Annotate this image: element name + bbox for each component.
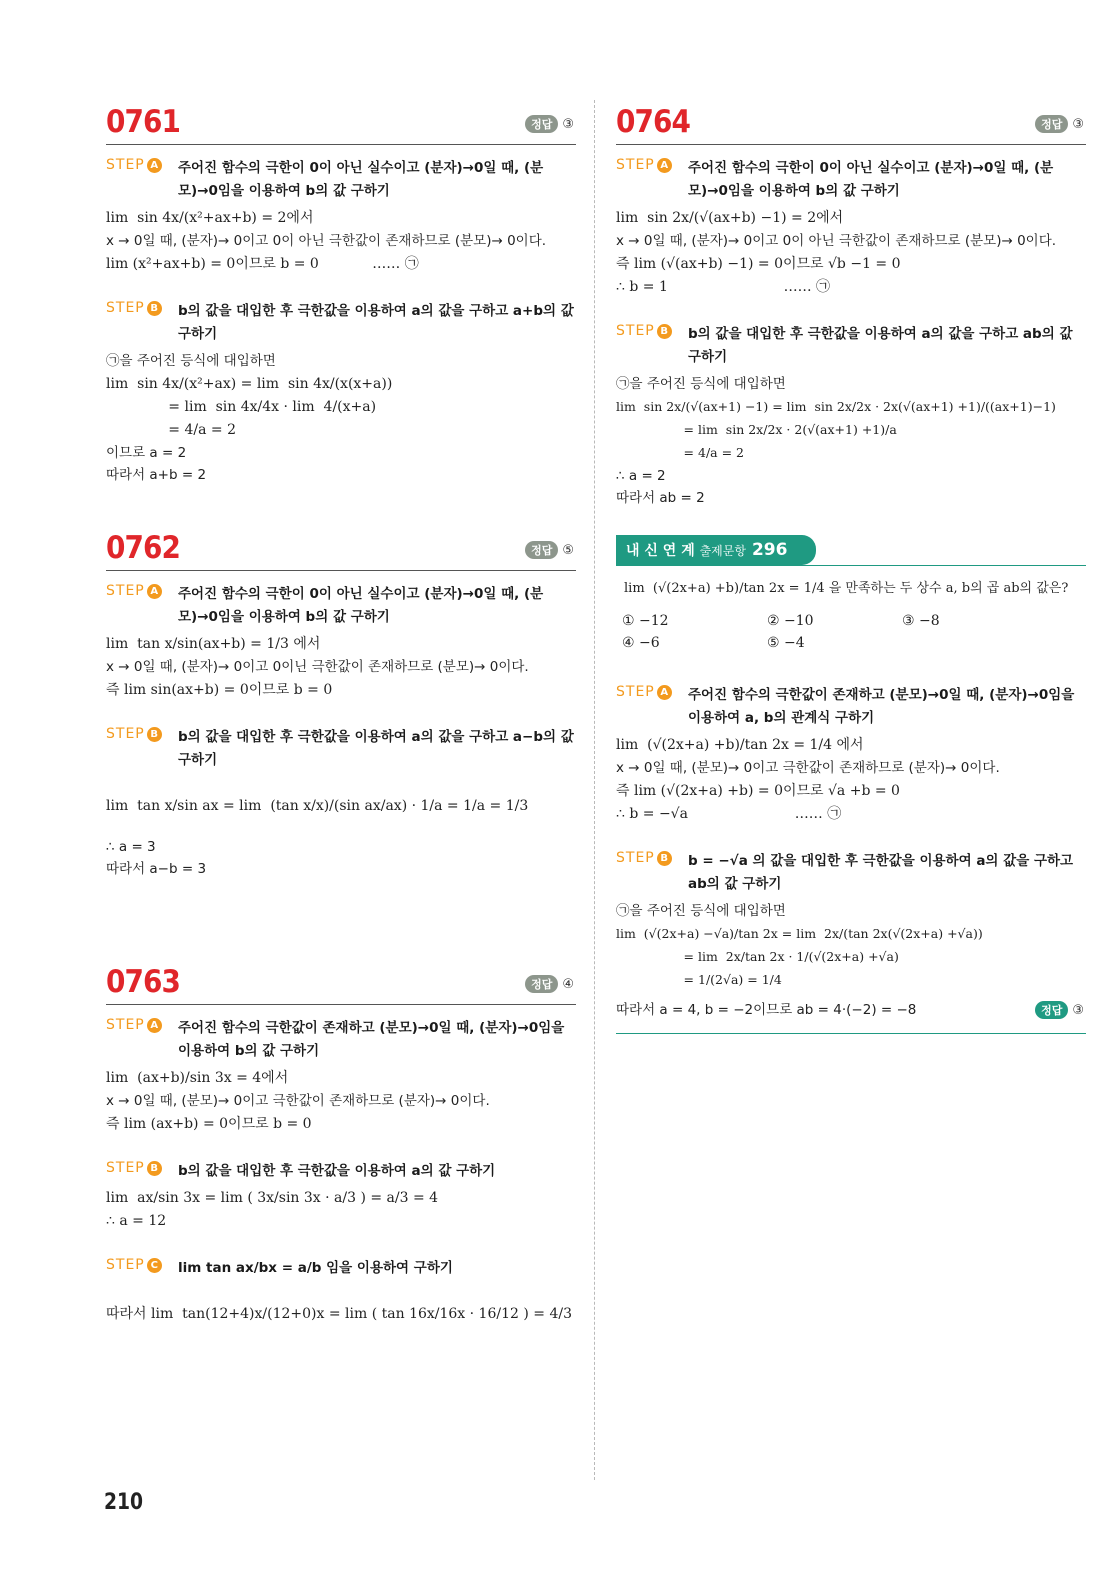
step-text: 주어진 함수의 극한이 0이 아닌 실수이고 (분자)→0일 때, (분모)→0임을 이용하여 b의 값 구하기 <box>178 160 544 199</box>
equation-line: lim sin 4x/(x²+ax) = lim sin 4x/(x(x+a)) <box>106 376 393 392</box>
answer-value: ③ <box>1072 117 1084 132</box>
page-number: 210 <box>104 1490 144 1515</box>
choice-3: ③ −8 <box>902 613 940 629</box>
problem-0763 <box>106 960 576 1325</box>
text-line: ㉠을 주어진 등식에 대입하면 <box>616 376 786 392</box>
left-column <box>106 100 576 1326</box>
step-b <box>106 300 576 346</box>
answer-badge <box>1035 1001 1084 1019</box>
step-label: STEP B <box>616 850 688 896</box>
title-rule <box>106 1004 576 1005</box>
equation-line: 즉 lim sin(ax+b) = 0이므로 b = 0 <box>106 682 333 698</box>
step-text: lim tan ax/bx = a/b 임을 이용하여 구하기 <box>178 1260 453 1276</box>
equation-line: lim sin 2x/(√(ax+1) −1) = lim sin 2x/2x · 2x(√(ax+1) +1)/((ax+1)−1) <box>616 399 1056 414</box>
naesin-tag: 내 신 연 계 출제문항 296 <box>616 535 816 565</box>
problem-0762 <box>106 526 576 880</box>
problem-number: 0762 <box>106 530 181 566</box>
step-label: STEP A <box>616 684 688 730</box>
equation-line: = 4/a = 2 <box>616 445 744 460</box>
answer-value: ③ <box>562 117 574 132</box>
step-b <box>616 323 1086 369</box>
text-line: ㉠을 주어진 등식에 대입하면 <box>106 353 276 369</box>
answer-label: 정답 <box>525 975 558 993</box>
step-label: STEP B <box>106 726 178 772</box>
equation-line: lim tan x/sin(ax+b) = 1/3 에서 <box>106 636 321 652</box>
problem-number: 0761 <box>106 104 181 140</box>
equation-line: = lim sin 2x/2x · 2(√(ax+1) +1)/a <box>616 422 897 437</box>
text-line: 따라서 ab = 2 <box>616 490 705 506</box>
equation-line: ∴ a = 12 <box>106 1213 167 1229</box>
column-divider <box>594 100 595 1480</box>
answer-choices <box>622 610 1086 654</box>
step-label: STEP B <box>106 300 178 346</box>
naesin-problem <box>616 578 1086 1034</box>
answer-label: 정답 <box>525 541 558 559</box>
equation-line: lim sin 2x/(√(ax+b) −1) = 2에서 <box>616 210 844 226</box>
equation-line: lim (ax+b)/sin 3x = 4에서 <box>106 1070 289 1086</box>
text-line: x → 0일 때, (분자)→ 0이고 0이닌 극한값이 존재하므로 (분모)→ 0이다. <box>106 659 529 675</box>
right-column <box>616 100 1086 1034</box>
step-text: 주어진 함수의 극한이 0이 아닌 실수이고 (분자)→0일 때, (분모)→0임을 이용하여 b의 값 구하기 <box>178 586 544 625</box>
answer-badge <box>525 541 574 559</box>
text-line: 이므로 a = 2 <box>106 445 187 461</box>
equation-line: lim (√(2x+a) −√a)/tan 2x = lim 2x/(tan 2x(√(2x+a) +√a)) <box>616 926 983 941</box>
equation-line: 따라서 lim tan(12+4)x/(12+0)x = lim ( tan 16x/16x · 16/12 ) = 4/3 <box>106 1306 572 1322</box>
text-line: x → 0일 때, (분자)→ 0이고 0이 아닌 극한값이 존재하므로 (분모)→ 0이다. <box>616 233 1057 249</box>
text-line: x → 0일 때, (분모)→ 0이고 극한값이 존재하므로 (분자)→ 0이다. <box>106 1093 490 1109</box>
step-a <box>616 157 1086 203</box>
text-line: ㉠을 주어진 등식에 대입하면 <box>616 903 786 919</box>
step-text: b의 값을 대입한 후 극한값을 이용하여 a의 값을 구하고 a+b의 값 구하기 <box>178 303 574 342</box>
final-text: 따라서 a = 4, b = −2이므로 ab = 4·(−2) = −8 <box>616 1002 917 1018</box>
choice-5: ⑤ −4 <box>767 635 805 651</box>
step-label: STEP C <box>106 1257 178 1280</box>
problem-0764 <box>616 100 1086 509</box>
title-rule <box>106 144 576 145</box>
final-answer-row <box>616 999 1086 1021</box>
choice-4: ④ −6 <box>622 635 660 651</box>
step-b <box>616 850 1086 896</box>
equation-line: lim sin 4x/(x²+ax+b) = 2에서 <box>106 210 314 226</box>
answer-badge <box>525 115 574 133</box>
question-text: lim (√(2x+a) +b)/tan 2x = 1/4 을 만족하는 두 상수 a, b의 곱 ab의 값은? <box>624 581 1069 596</box>
equation-line: = 1/(2√a) = 1/4 <box>616 972 782 987</box>
step-label: STEP B <box>106 1160 178 1183</box>
answer-label: 정답 <box>525 115 558 133</box>
answer-badge <box>525 975 574 993</box>
step-a <box>106 583 576 629</box>
choice-2: ② −10 <box>767 613 814 629</box>
naesin-header <box>616 535 1086 566</box>
problem-number: 0764 <box>616 104 691 140</box>
equation-line: lim (√(2x+a) +b)/tan 2x = 1/4 에서 <box>616 737 864 753</box>
step-b <box>106 726 576 772</box>
step-text: 주어진 함수의 극한값이 존재하고 (분모)→0일 때, (분자)→0임을 이용하여 a, b의 관계식 구하기 <box>688 687 1075 726</box>
answer-value: ③ <box>1072 1003 1084 1018</box>
equation-line: lim (x²+ax+b) = 0이므로 b = 0 …… ㉠ <box>106 256 419 272</box>
step-text: b의 값을 대입한 후 극한값을 이용하여 a의 값을 구하고 a−b의 값 구하기 <box>178 729 574 768</box>
equation-line: = lim 2x/tan 2x · 1/(√(2x+a) +√a) <box>616 949 899 964</box>
step-label: STEP A <box>106 583 178 629</box>
step-label: STEP A <box>616 157 688 203</box>
step-text: b = −√a 의 값을 대입한 후 극한값을 이용하여 a의 값을 구하고 ab의 값 구하기 <box>688 853 1074 892</box>
equation-line: = lim sin 4x/4x · lim 4/(x+a) <box>106 399 377 415</box>
step-text: 주어진 함수의 극한이 0이 아닌 실수이고 (분자)→0일 때, (분모)→0임을 이용하여 b의 값 구하기 <box>688 160 1054 199</box>
equation-line: 즉 lim (√(ax+b) −1) = 0이므로 √b −1 = 0 <box>616 256 901 272</box>
step-a <box>106 157 576 203</box>
equation-line: 즉 lim (√(2x+a) +b) = 0이므로 √a +b = 0 <box>616 783 900 799</box>
step-text: b의 값을 대입한 후 극한값을 이용하여 a의 값을 구하고 ab의 값 구하기 <box>688 326 1073 365</box>
equation-line: 즉 lim (ax+b) = 0이므로 b = 0 <box>106 1116 312 1132</box>
text-line: 따라서 a−b = 3 <box>106 861 207 877</box>
text-line: x → 0일 때, (분모)→ 0이고 극한값이 존재하므로 (분자)→ 0이다. <box>616 760 1000 776</box>
text-line: x → 0일 때, (분자)→ 0이고 0이 아닌 극한값이 존재하므로 (분모)→ 0이다. <box>106 233 547 249</box>
equation-line: lim tan x/sin ax = lim (tan x/x)/(sin ax/ax) · 1/a = 1/a = 1/3 <box>106 798 529 814</box>
choice-1: ① −12 <box>622 613 669 629</box>
step-text: 주어진 함수의 극한값이 존재하고 (분모)→0일 때, (분자)→0임을 이용하여 b의 값 구하기 <box>178 1020 565 1059</box>
answer-label: 정답 <box>1035 1001 1068 1019</box>
step-text: b의 값을 대입한 후 극한값을 이용하여 a의 값 구하기 <box>178 1163 496 1179</box>
title-rule <box>616 144 1086 145</box>
step-a <box>106 1017 576 1063</box>
step-c <box>106 1257 576 1280</box>
text-line: ∴ a = 2 <box>616 468 666 484</box>
answer-value: ④ <box>562 977 574 992</box>
text-line: 따라서 a+b = 2 <box>106 467 207 483</box>
step-label: STEP A <box>106 157 178 203</box>
problem-0761 <box>106 100 576 486</box>
step-label: STEP A <box>106 1017 178 1063</box>
equation-line: ∴ b = −√a …… ㉠ <box>616 806 842 822</box>
answer-badge <box>1035 115 1084 133</box>
equation-line: ∴ b = 1 …… ㉠ <box>616 279 831 295</box>
equation-line: lim ax/sin 3x = lim ( 3x/sin 3x · a/3 ) = a/3 = 4 <box>106 1190 439 1206</box>
problem-number: 0763 <box>106 964 181 1000</box>
step-b <box>106 1160 576 1183</box>
step-label: STEP B <box>616 323 688 369</box>
text-line: ∴ a = 3 <box>106 839 156 855</box>
answer-label: 정답 <box>1035 115 1068 133</box>
answer-value: ⑤ <box>562 543 574 558</box>
section-end-rule <box>616 1033 1086 1034</box>
step-a <box>616 684 1086 730</box>
title-rule <box>106 570 576 571</box>
equation-line: = 4/a = 2 <box>106 422 236 438</box>
